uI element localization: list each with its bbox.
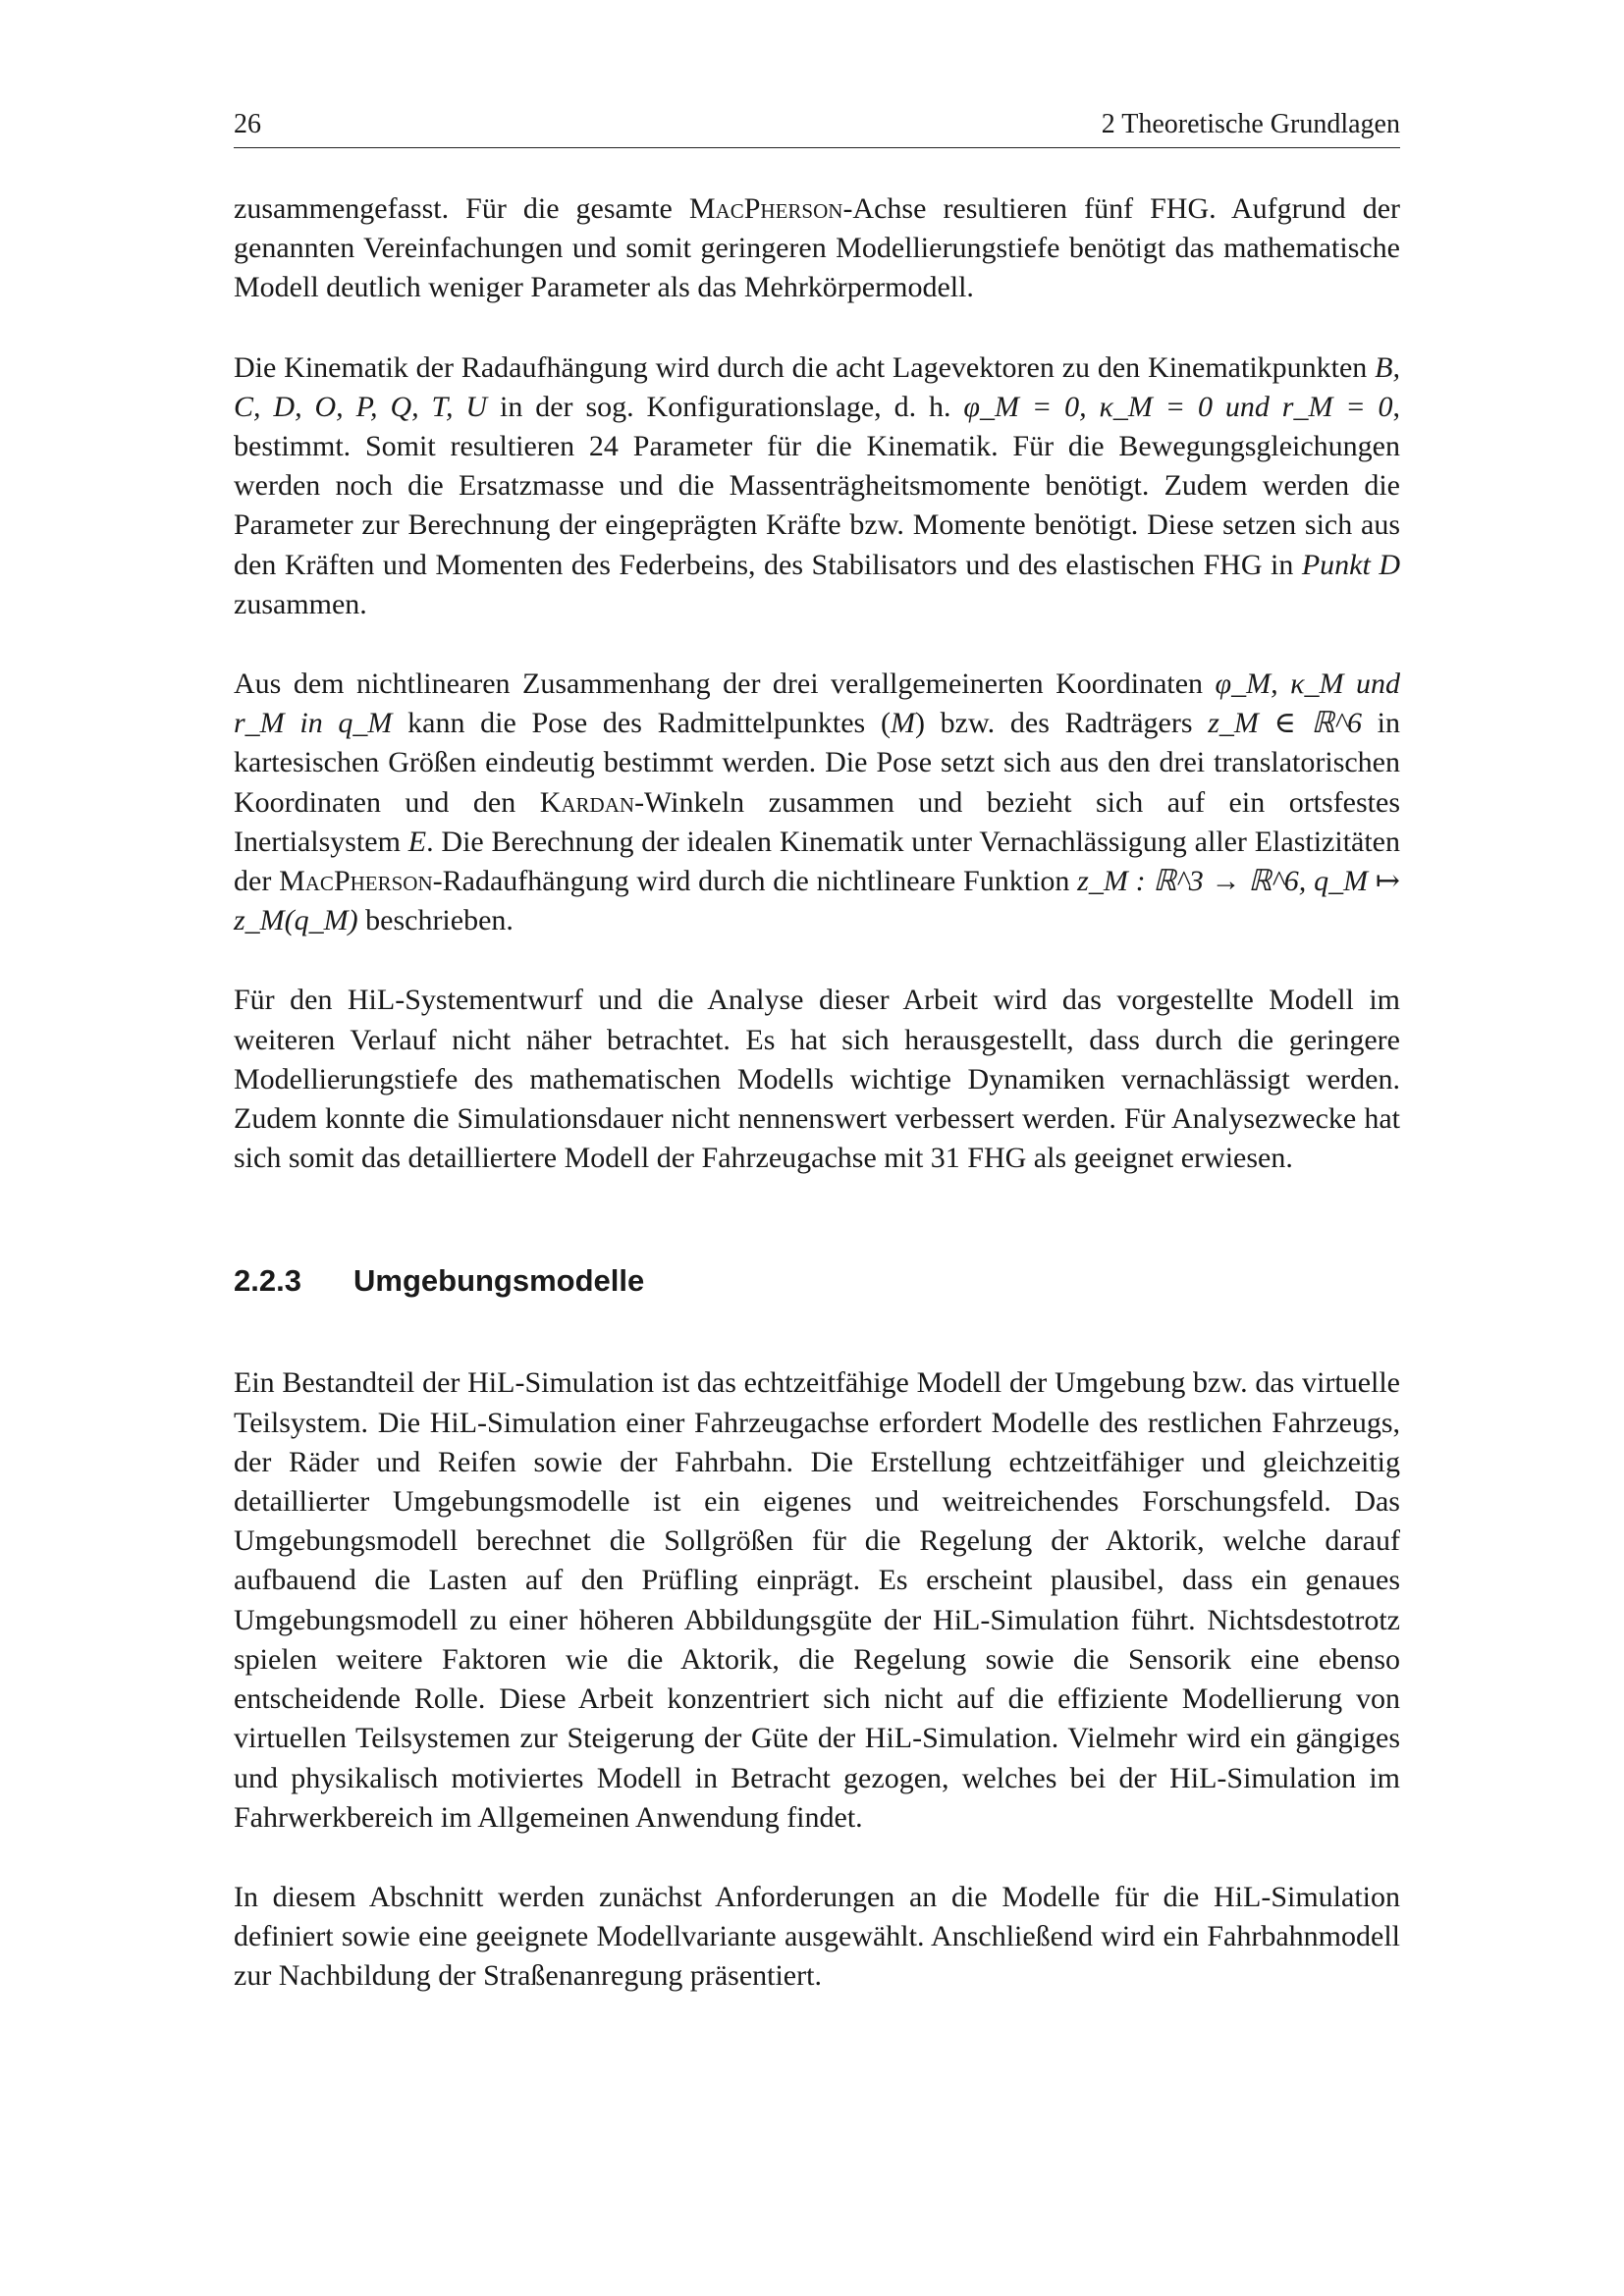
chapter-title: 2 Theoretische Grundlagen <box>1101 109 1400 139</box>
section-title: Umgebungsmodelle <box>353 1263 645 1299</box>
symbol-e: E <box>407 825 427 858</box>
punkt-d: Punkt D <box>1301 548 1400 581</box>
name-macpherson-2: MacPherson <box>279 865 433 898</box>
body-text <box>234 189 1400 1997</box>
paragraph-4: Für den HiL-Systementwurf und die Analyse dieser Arbeit wird das vorgestellte Modell im weiteren Verlauf nicht näher betrachtet. Es hat sich herausgestellt, dass durch die geringere Modellierungstiefe des mathematischen Modells wichtige Dynamiken vernachlässigt werden. Zudem konnte die Simulationsdauer nicht nennenswert verbessert werden. Für Analysezwecke hat sich somit das detailliertere Modell der Fahrzeugachse mit 31 FHG als geeignet erwiesen. <box>234 984 1400 1175</box>
page <box>234 108 1400 2037</box>
paragraph-6: In diesem Abschnitt werden zunächst Anforderungen an die Modelle für die HiL-Simulation definiert sowie eine geeignete Modellvariante ausgewählt. Anschließend wird ein Fahrbahnmodell zur Nachbildung der Straßenanregung präsentiert. <box>234 1880 1400 1993</box>
section-heading <box>234 1261 1400 1301</box>
formula-mapping: z_M : ℝ^3 → ℝ^6, q_M ↦ z_M(q_M) <box>234 865 1400 937</box>
section-number: 2.2.3 <box>234 1263 301 1299</box>
formula-coords: φ_M, κ_M und r_M in q_M <box>234 667 1400 740</box>
formula-z-in-r6: z_M ∈ ℝ^6 <box>1208 707 1362 740</box>
paragraph-5: Ein Bestandteil der HiL-Simulation ist das echtzeitfähige Modell der Umgebung bzw. das virtuelle Teilsystem. Die HiL-Simulation einer Fahrzeugachse erfordert Modelle des restlichen Fahrzeugs, der Räder und Reifen sowie der Fahrbahn. Die Erstellung echtzeitfähiger und gleichzeitig detaillierter Umgebungsmodelle ist ein eigenes und weitreichendes Forschungsfeld. Das Umgebungsmodell berechnet die Sollgrößen für die Regelung der Aktorik, welche darauf aufbauend die Lasten auf den Prüfling einprägt. Es erscheint plausibel, dass ein genaues Umgebungsmodell zu einer höheren Abbildungsgüte der HiL-Simulation führt. Nichtsdestotrotz spielen weitere Faktoren wie die Aktorik, die Regelung sowie die Sensorik eine ebenso entscheidende Rolle. Diese Arbeit konzentriert sich nicht auf die effiziente Modellierung von virtuellen Teilsystemen zur Steigerung der Güte der HiL-Simulation. Vielmehr wird ein gängiges und physikalisch motiviertes Modell in Betracht gezogen, welches bei der HiL-Simulation im Fahrwerkbereich im Allgemeinen Anwendung findet. <box>234 1366 1400 1834</box>
name-macpherson: MacPherson <box>688 192 843 225</box>
name-kardan: Kardan <box>539 785 635 819</box>
kinematic-points: B, C, D, O, P, Q, T, U <box>234 350 1400 423</box>
formula-config: φ_M = 0, κ_M = 0 und r_M = 0 <box>963 390 1393 423</box>
page-number: 26 <box>234 109 261 139</box>
paragraph-1: zusammengefasst. Für die gesamte MacPherson-Achse resultieren fünf FHG. Aufgrund der genannten Vereinfachungen und somit geringeren Modellierungstiefe benötigt das mathematische Modell deutlich weniger Parameter als das Mehrkörpermodell. <box>234 192 1401 304</box>
running-head <box>234 108 1400 148</box>
paragraph-2: Die Kinematik der Radaufhängung wird durch die acht Lagevektoren zu den Kinematikpunkten B, C, D, O, P, Q, T, U in der sog. Konfigurationslage, d. h. φ_M = 0, κ_M = 0 und r_M = 0, bestimmt. Somit resultieren 24 Parameter für die Kinematik. Für die Bewegungsgleichungen werden noch die Ersatzmasse und die Massenträgheitsmomente benötigt. Zudem werden die Parameter zur Berechnung der eingeprägten Kräfte bzw. Momente benötigt. Diese setzen sich aus den Kräften und Momenten des Federbeins, des Stabilisators und des elastischen FHG in Punkt D zusammen. <box>234 350 1401 620</box>
paragraph-3: Aus dem nichtlinearen Zusammenhang der drei verallgemeinerten Koordinaten φ_M, κ_M und r_M in q_M kann die Pose des Radmittelpunktes (M) bzw. des Radträgers z_M ∈ ℝ^6 in kartesischen Größen eindeutig bestimmt werden. Die Pose setzt sich aus den drei translatorischen Koordinaten und den Kardan-Winkeln zusammen und bezieht sich auf ein ortsfestes Inertialsystem E. Die Berechnung der idealen Kinematik unter Vernachlässigung aller Elastizitäten der MacPherson-Radaufhängung wird durch die nichtlineare Funktion z_M : ℝ^3 → ℝ^6, q_M ↦ z_M(q_M) beschrieben. <box>234 667 1400 937</box>
symbol-m: M <box>890 707 915 740</box>
